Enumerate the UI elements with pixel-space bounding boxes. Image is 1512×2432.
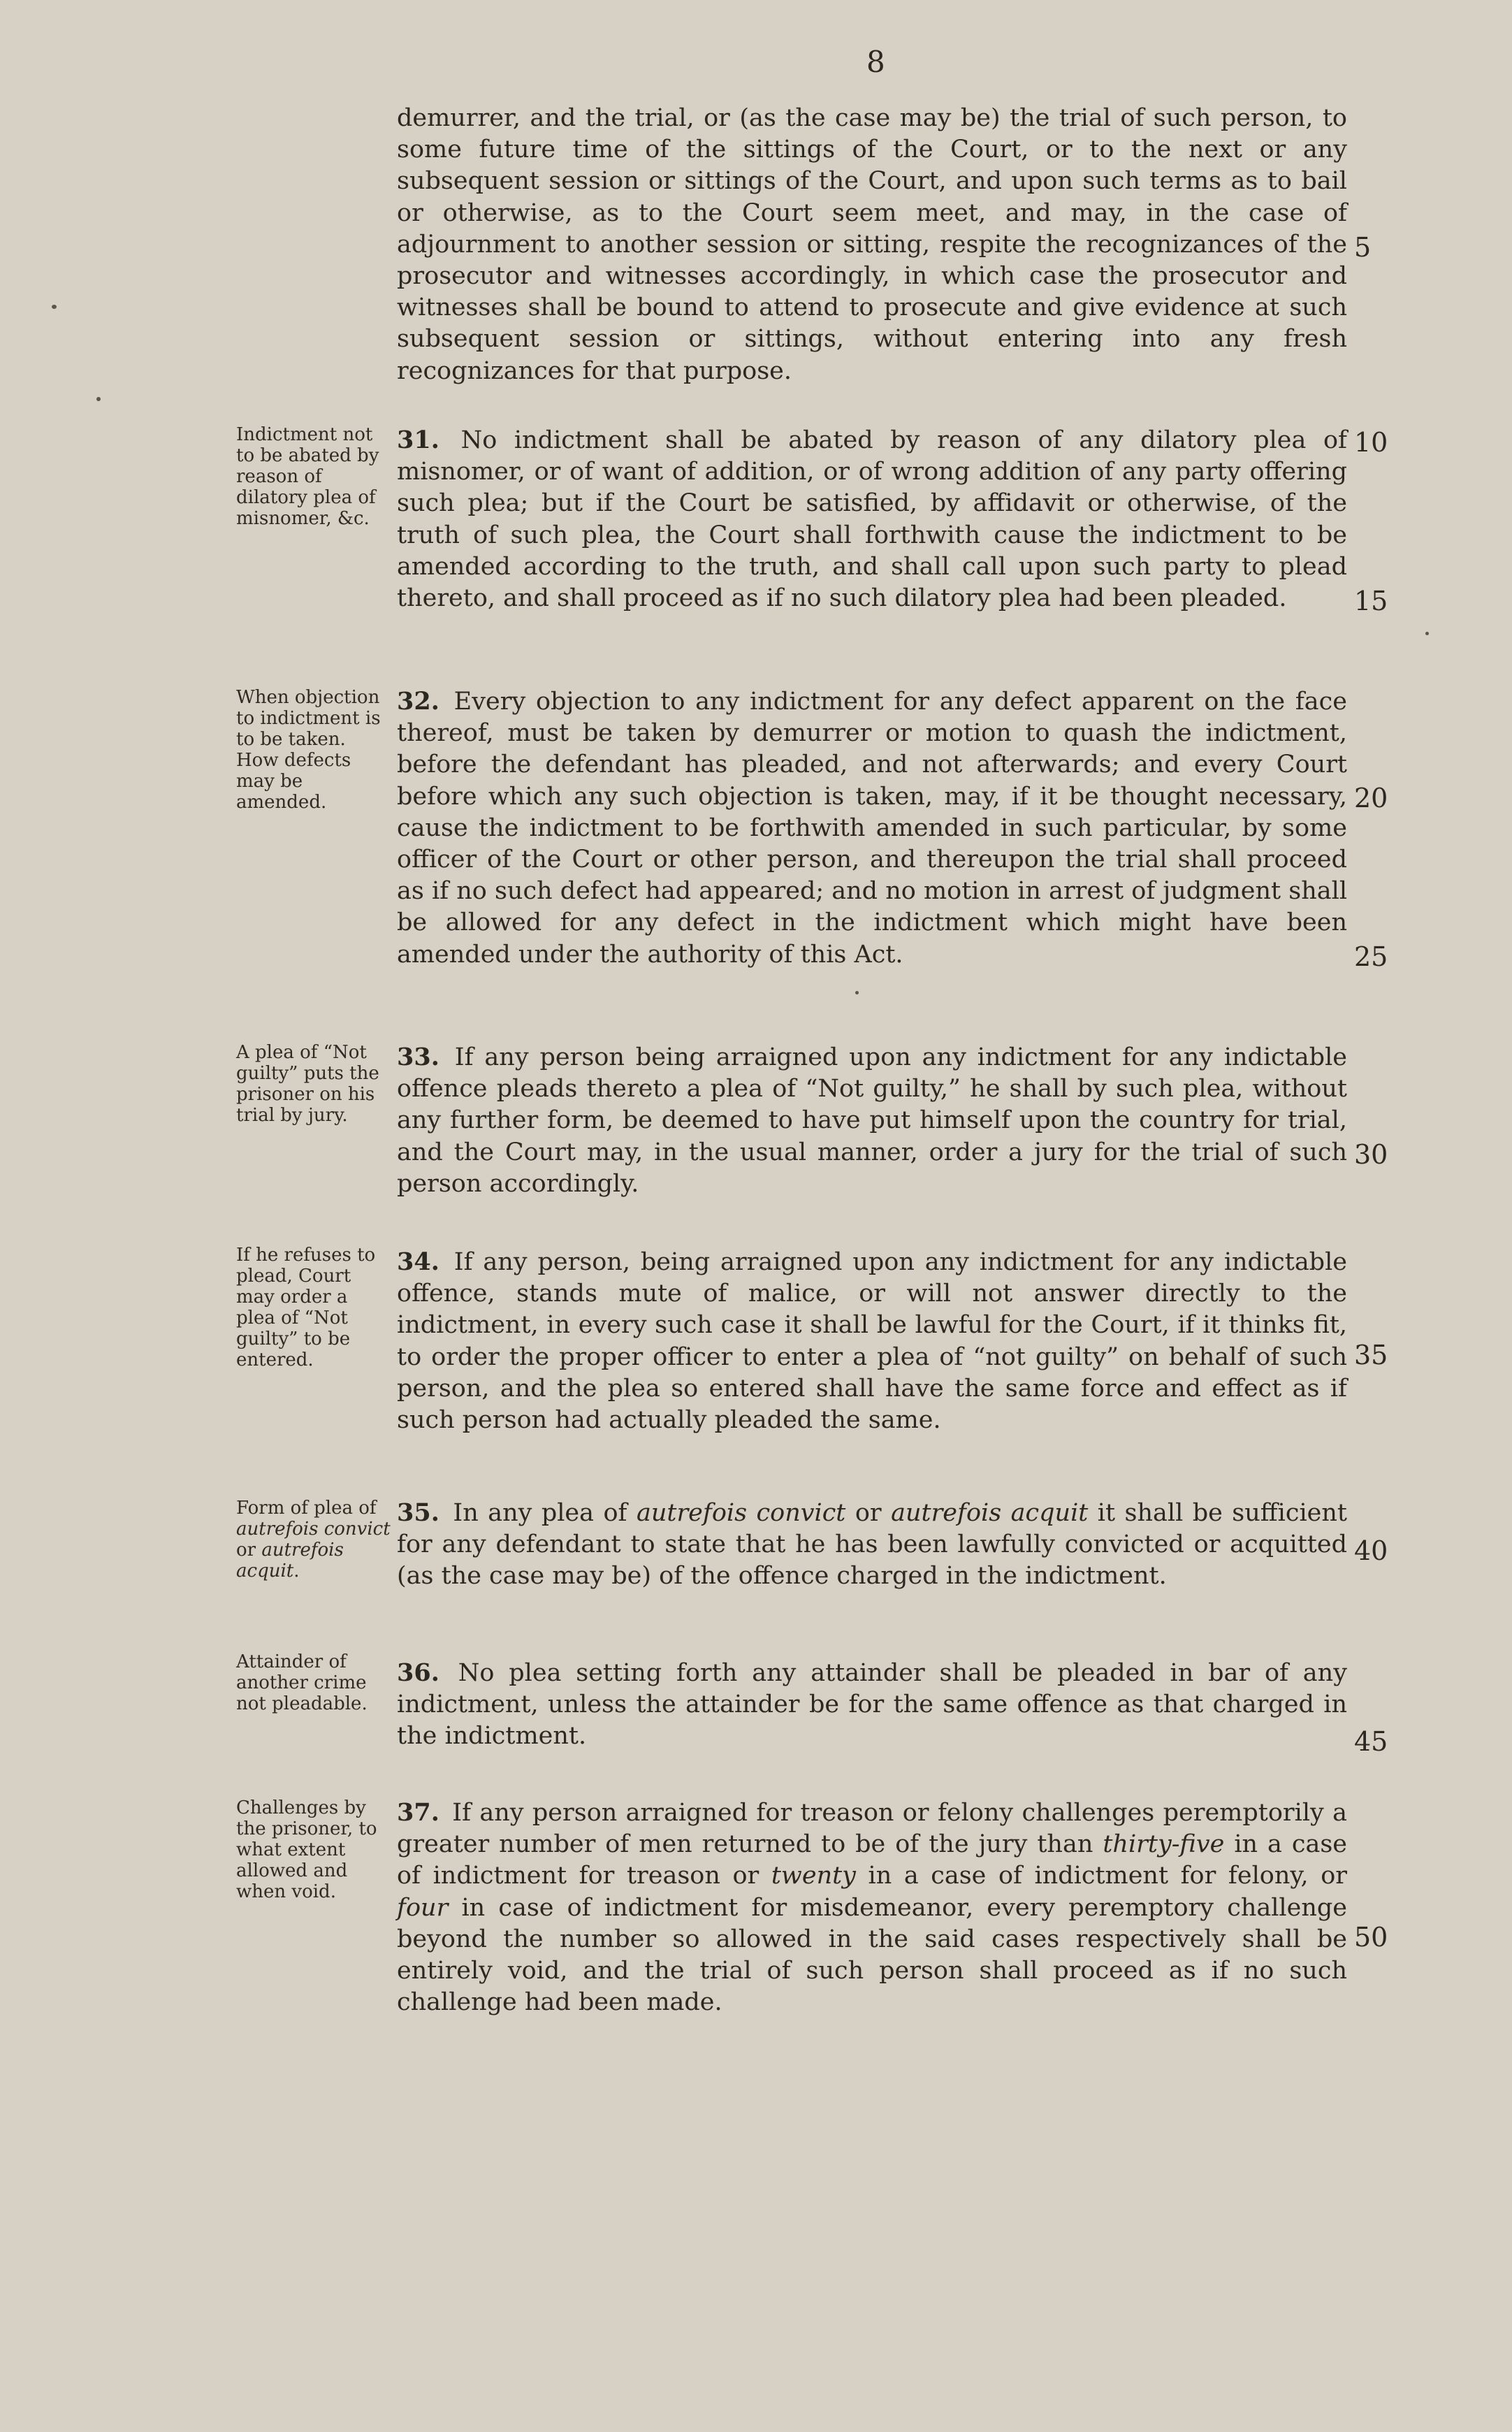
paragraph-continuation [397, 103, 1347, 396]
line-number: 5 [1354, 232, 1372, 263]
section-33 [397, 1041, 1347, 1200]
section-text: or [845, 1499, 892, 1527]
section-italic: autrefois acquit [891, 1499, 1089, 1527]
paper-speck [96, 397, 101, 401]
section-text: Every objection to any indictment for any defect apparent on the face thereof, must be taken by demurrer or motion to quash the indictment, before the defendant has pleaded, and not afterwards; and every Court before which any such objection is taken, may, if it be thought necessary, cause the indictment to be forthwith amended in such particular, by some officer of the Court or other person, and thereupon the trial shall proceed as if no such defect had appeared; and no motion in arrest of judgment shall be allowed for any defect in the indictment which might have been amended under the authority of this Act. [397, 688, 1348, 969]
section-text: in case of indictment for misdemeanor, every peremptory challenge beyond the number so allowed in the said cases respectively shall be entirely void, and the trial of such person shall proceed as if no such challenge had been made. [397, 1893, 1347, 2017]
line-number: 45 [1354, 1726, 1388, 1757]
line-number: 40 [1354, 1535, 1388, 1566]
line-number: 30 [1354, 1139, 1388, 1170]
line-number: 35 [1354, 1340, 1388, 1370]
section-text: in a case of indictment for felony, or [855, 1862, 1347, 1890]
section-italic: thirty-five [1103, 1830, 1225, 1859]
margin-text: Form of plea of [236, 1498, 377, 1519]
section-text: No plea setting forth any attainder shall be pleaded in bar of any indictment, unless the attainder be for the same offence as that charged in the indictment. [397, 1659, 1347, 1751]
section-text: in a case of indictment for treason or [397, 1830, 1348, 1890]
section-36 [397, 1657, 1347, 1753]
margin-note-37: Challenges by the prisoner, to what extent allowed and when void. [236, 1797, 377, 1902]
section-text: No indictment shall be abated by reason of any dilatory plea of misnomer, or of want of addition, or of wrong addition of any party offering such plea; but if the Court be satisfied, by affidavit or otherwise, of the truth of such plea, the Court shall forthwith cause the indictment to be amended according to the truth, and shall call upon such party to plead thereto, and shall proceed as if no such dilatory plea had been pleaded. [397, 426, 1347, 613]
paper-speck [855, 991, 859, 994]
line-number: 50 [1354, 1922, 1388, 1953]
section-number: 33. [397, 1043, 439, 1071]
line-number: 10 [1354, 427, 1388, 458]
section-text: it shall be sufficient for any defendant to state that he has been lawfully convicted or acquitted (as the case may be) of the offence charged in the indictment. [397, 1499, 1347, 1591]
section-32 [397, 686, 1347, 971]
section-number: 35. [397, 1498, 439, 1527]
margin-note-32: When objection to indictment is to be taken. How defects may be amended. [236, 687, 381, 813]
paper-speck [52, 305, 57, 309]
margin-note-35 [236, 1498, 391, 1581]
section-italic: autrefois convict [636, 1499, 846, 1527]
margin-italic: autrefois acquit [236, 1540, 344, 1581]
section-text: If any person being arraigned upon any indictment for any indictable offence pleads thereto a plea of “Not guilty,” he shall by such plea, without any further form, be deemed to have put himself upon the country for trial, and the Court may, in the usual manner, order a jury for the trial of such person accordingly. [397, 1043, 1347, 1198]
section-text: In any plea of [453, 1499, 637, 1527]
section-text: If any person arraigned for treason or felony challenges peremptorily a greater number of men returned to be of the jury than [397, 1799, 1347, 1859]
margin-note-31: Indictment not to be abated by reason of dilatory plea of misnomer, &c. [236, 424, 379, 529]
section-31 [397, 424, 1347, 614]
section-number: 36. [397, 1658, 439, 1687]
margin-note-34: If he refuses to plead, Court may order a plea of “Not guilty” to be entered. [236, 1245, 376, 1370]
section-number: 37. [397, 1798, 439, 1827]
line-number: 25 [1354, 941, 1388, 972]
margin-note-33: A plea of “Not guilty” puts the prisoner on his trial by jury. [236, 1042, 379, 1126]
margin-text: or [236, 1540, 262, 1561]
section-italic: four [397, 1893, 449, 1922]
section-34 [397, 1246, 1347, 1436]
section-number: 32. [397, 687, 439, 716]
line-number: 20 [1354, 783, 1388, 813]
section-number: 34. [397, 1247, 439, 1276]
section-37 [397, 1797, 1347, 2018]
margin-note-36: Attainder of another crime not pleadable. [236, 1651, 368, 1714]
section-35 [397, 1497, 1347, 1593]
margin-italic: autrefois convict [236, 1519, 391, 1540]
paper-speck [1425, 632, 1429, 635]
margin-text: . [293, 1561, 300, 1581]
section-number: 31. [397, 426, 439, 454]
section-text: If any person, being arraigned upon any indictment for any indictable offence, stands mute of malice, or will not answer directly to the indictment, in every such case it shall be lawful for the Court, if it thinks fit, to order the proper officer to enter a plea of “not guilty” on behalf of such person, and the plea so entered shall have the same force and effect as if such person had actually pleaded the same. [397, 1248, 1347, 1435]
paragraph-text: demurrer, and the trial, or (as the case may be) the trial of such person, to some future time of the sittings of the Court, or to the next or any subsequent session or sittings of the Court, and upon such terms as to bail or otherwise, as to the Court seem meet, and may, in the case of adjournment to another session or sitting, respite the recognizances of the prosecutor and witnesses accordingly, in which case the prosecutor and witnesses shall be bound to attend to prosecute and give evidence at such subsequent session or sittings, without entering into any fresh recognizances for that purpose. [397, 104, 1347, 385]
page-number: 8 [866, 45, 886, 79]
line-number: 15 [1354, 586, 1388, 616]
section-italic: twenty [771, 1862, 856, 1890]
